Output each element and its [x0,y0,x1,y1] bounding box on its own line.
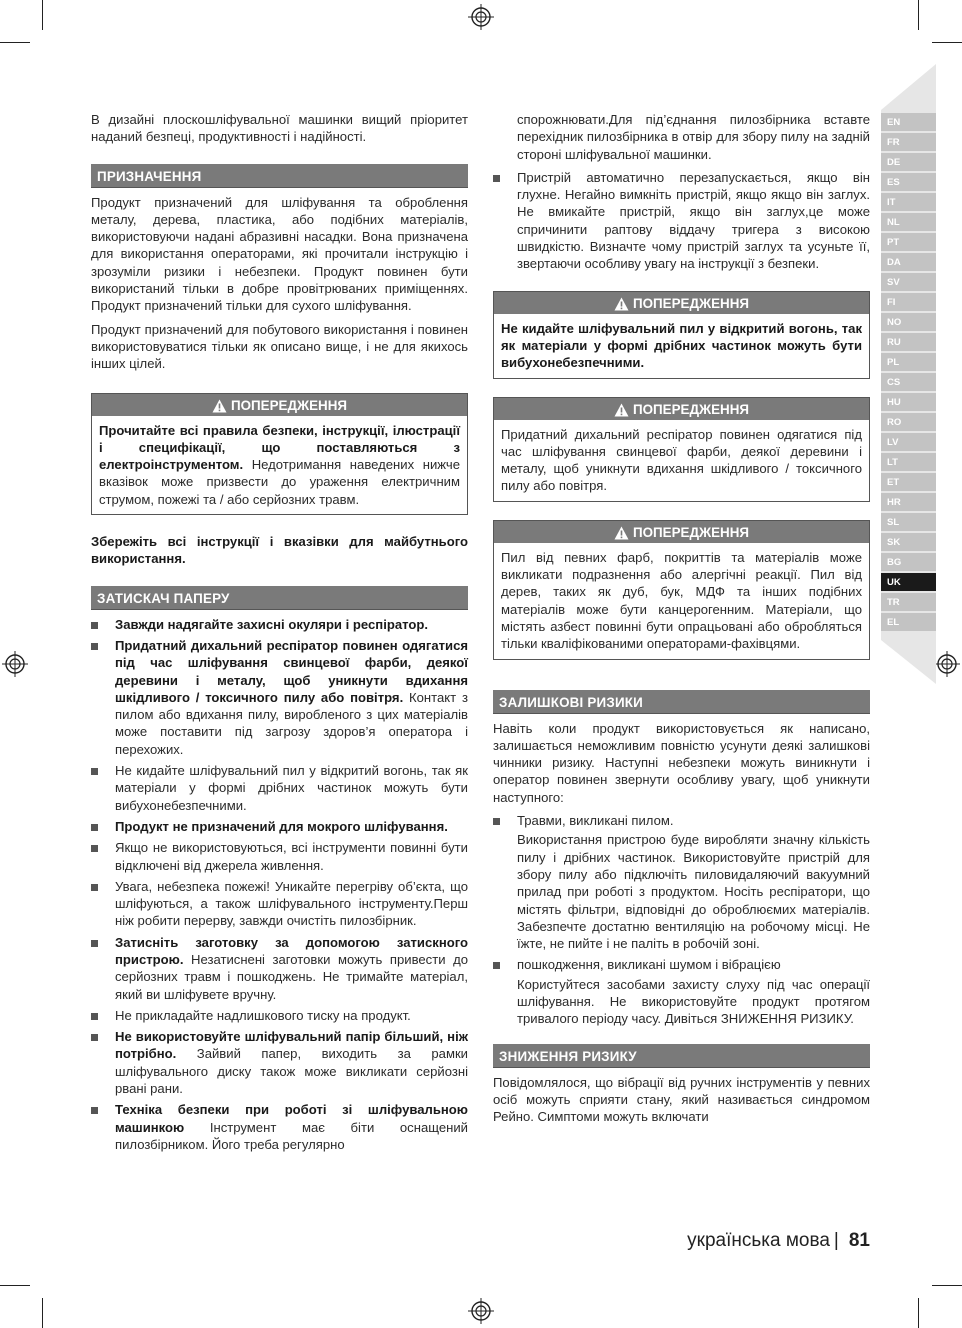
language-tab-hu[interactable]: HU [881,393,936,411]
language-tab-fr[interactable]: FR [881,133,936,151]
purpose-paragraph-1: Продукт призначений для шліфування та оброблення металу, дерева, пластика, або подібних матеріалів, використовуючи надані абразивні насадки. Вона призначена для використання операторами, які прочитали інструкцію і зрозуміли ризики і небезпеки. Продукт повинен бути використаний тільки в добре провітрюваних приміщеннях. Продукт призначений тільки для сухого шліфування. [91,194,468,314]
warning-triangle-icon [614,403,629,417]
language-tab-it[interactable]: IT [881,193,936,211]
page-footer [687,1228,870,1254]
crop-mark [918,1298,919,1328]
list-item: Затисніть заготовку за допомогою затискного пристрою. Незатиснені заготовки можуть привести до серйозних травм і пошкоджень. Не тримайте матеріал, який ви шліфувете вручну. [91,934,468,1003]
crop-mark [918,0,919,30]
right-column [493,111,870,1131]
keep-instructions-note: Збережіть всі інструкції і вказівки для майбутнього використання. [91,534,468,567]
language-tab-sv[interactable]: SV [881,273,936,291]
residual-risks-paragraph: Навіть коли продукт використовується як написано, залишається неможливим повністю усунути деякі залишкові чинники ризику. Наступні небезпеки можуть виникнути і оператор повинен звернути особливу увагу, щоб уникнути наступного: [493,720,870,805]
intro-paragraph: В дизайні плоскошліфувальної машинки вищий пріоритет наданий безпеці, продуктивності і надійності. [91,112,468,145]
list-item: Придатний дихальний респіратор повинен одягатися під час шліфування свинцевої фарби, деякої деревини і металу, щоб уникнути вдихання шкідливого / токсичного пилу або повітря. Контакт з пилом або вдихання пилу, виробленого з цих матеріалів може поставити під загрозу здоров’я оператора і перехожих. [91,637,468,758]
section-heading-residual-risks: ЗАЛИШКОВІ РИЗИКИ [493,690,870,714]
warning-body: Придатний дихальний респіратор повинен одягатися під час шліфування свинцевої фарби, деякої деревини і металу, щоб уникнути вдихання шкідливого / токсичного пилу або повітря. [501,426,862,494]
warning-heading: ПОПЕРЕДЖЕННЯ [494,521,869,543]
language-tab-no[interactable]: NO [881,313,936,331]
warning-box-dust-hazard [493,520,870,660]
language-tab-pt[interactable]: PT [881,233,936,251]
warning-body: Пил від певних фарб, покриттів та матеріалів може викликати подразнення або алергічні реакції. Пил від дерев, таких як дуб, бук, МДФ та інших подібних матеріалів може бути канцерогенним. Матеріали, що містять азбест повинні бути опрацьовані або обробляться тільки кваліфікованими операторами-фахівцями. [501,549,862,652]
crop-mark [42,0,43,30]
list-item: Пристрій автоматично перезапускається, якщо він глухне. Негайно вимкніть пристрій, якщо якщо він заглух. Не вмикайте пристрій, якщо він заглух,це може спричинити раптову віддачу тригера з високою швидкістю. Визначте чому пристрій заглух та усуньте її, звертаючи особливу увагу на інструкції з безпеки. [493,169,870,273]
language-tab-hr[interactable]: HR [881,493,936,511]
page-number: 81 [848,1230,870,1251]
warning-triangle-icon [614,297,629,311]
list-item: Травми, викликані пилом. Використання пристрою буде виробляти значну кількість пилу і дрібних частинок. Використовуйте пристрій для збору пилу або підключіть пиловидаляючий вакуумний прилад при роботі з продуктом. Носіть респіратори, що містять фільтри, відповідні до оброблюємих матеріалів. Забезпечте достатню вентиляцію на робочому місці. Не їжте, не пийте і не паліть в робочій зоні. [493,812,870,952]
warning-heading: ПОПЕРЕДЖЕННЯ [494,398,869,420]
registration-mark-icon [468,1298,494,1324]
crop-mark [932,1285,962,1286]
language-tab-sl[interactable]: SL [881,513,936,531]
list-item: Техніка безпеки при роботі зі шліфувальною машинкою Інструмент має біти оснащений пилозбірником. Його треба регулярно [91,1101,468,1153]
language-tab-bg[interactable]: BG [881,553,936,571]
language-tab-lv[interactable]: LV [881,433,936,451]
language-tab-el[interactable]: EL [881,613,936,631]
list-item: Продукт не призначений для мокрого шліфування. [91,818,468,835]
footer-language: українська мова [687,1230,830,1251]
section-heading-clamp: ЗАТИСКАЧ ПАПЕРУ [91,586,468,610]
purpose-paragraph-2: Продукт призначений для побутового використання і повинен використовуватися тільки як описано вище, і не для якихось інших цілей. [91,321,468,372]
language-tabs [881,113,936,633]
crop-mark [932,42,962,43]
language-tab-pl[interactable]: PL [881,353,936,371]
language-tab-fi[interactable]: FI [881,293,936,311]
list-item: Увага, небезпека пожежі! Уникайте перегріву об’єкта, що шліфуються, а також шліфувального інструменту.Перш ніж робити перерву, завжди очистіть пилозбірник. [91,878,468,930]
list-item: Не кидайте шліфувальний пил у відкритий вогонь, так як матеріали у формі дрібних частинок можуть бути вибухонебезпечними. [91,762,468,814]
warning-heading: ПОПЕРЕДЖЕННЯ [494,292,869,314]
language-tab-sk[interactable]: SK [881,533,936,551]
crop-mark [0,42,30,43]
warning-body: Прочитайте всі правила безпеки, інструкції, ілюстрації і специфікації, що поставляються з електроінструментом. Недотримання наведених нижче вказівок може призвести до ураження електричним струмом, пожежі та / або серйозних травм. [99,422,460,507]
list-item: Якщо не використовуються, всі інструменти повинні бути відключені від джерела живлення. [91,839,468,874]
warning-box-dust-fire [493,291,870,379]
list-item: Не прикладайте надлишкового тиску на продукт. [91,1007,468,1024]
language-tab-es[interactable]: ES [881,173,936,191]
language-tab-en[interactable]: EN [881,113,936,131]
footer-separator: | [833,1230,839,1251]
warning-triangle-icon [212,399,227,413]
language-tab-cs[interactable]: CS [881,373,936,391]
list-item: пошкодження, викликані шумом і вібрацією Користуйтеся засобами захисту слуху під час операції шліфування. Не використовуйте продукт протягом тривалого періоду часу. Дивіться ЗНИЖЕННЯ РИЗИКУ. [493,956,870,1027]
list-item: Не використовуйте шліфувальний папір більший, ніж потрібно. Зайвий папер, виходить за рамки шліфувального диску також може викликати серйозні рвані рани. [91,1028,468,1097]
language-tab-nl[interactable]: NL [881,213,936,231]
language-tab-et[interactable]: ET [881,473,936,491]
language-tab-ro[interactable]: RO [881,413,936,431]
warning-body: Не кидайте шліфувальний пил у відкритий вогонь, так як матеріали у формі дрібних частинок можуть бути вибухонебезпечними. [501,320,862,371]
language-tab-ru[interactable]: RU [881,333,936,351]
language-tab-lt[interactable]: LT [881,453,936,471]
language-tab-de[interactable]: DE [881,153,936,171]
crop-mark [0,1285,30,1286]
language-tab-tr[interactable]: TR [881,593,936,611]
clamp-safety-list [91,616,468,1154]
warning-heading: ПОПЕРЕДЖЕННЯ [92,394,467,416]
warning-box-read-rules [91,393,468,515]
left-column [91,111,468,1157]
restart-list [493,169,870,273]
risk-reduction-paragraph: Повідомлялося, що вібрації від ручних інструментів у певних осіб можуть сприяти стану, який називається синдромом Рейно. Симптоми можуть включати [493,1074,870,1125]
residual-risks-list [493,812,870,1028]
warning-triangle-icon [614,526,629,540]
registration-mark-icon [934,651,960,677]
language-tab-da[interactable]: DA [881,253,936,271]
list-item: Завжди надягайте захисні окуляри і респіратор. [91,616,468,633]
crop-mark [42,1298,43,1328]
registration-mark-icon [2,651,28,677]
warning-box-respirator [493,397,870,502]
section-heading-purpose: ПРИЗНАЧЕННЯ [91,164,468,188]
section-heading-risk-reduction: ЗНИЖЕННЯ РИЗИКУ [493,1044,870,1068]
continued-paragraph: спорожнювати.Для під’єднання пилозбірника вставте перехідник пилозбірника в отвір для збору пилу на задній стороні шліфувальної машинки. [517,112,870,162]
registration-mark-icon [468,4,494,30]
language-tab-uk[interactable]: UK [881,573,936,591]
